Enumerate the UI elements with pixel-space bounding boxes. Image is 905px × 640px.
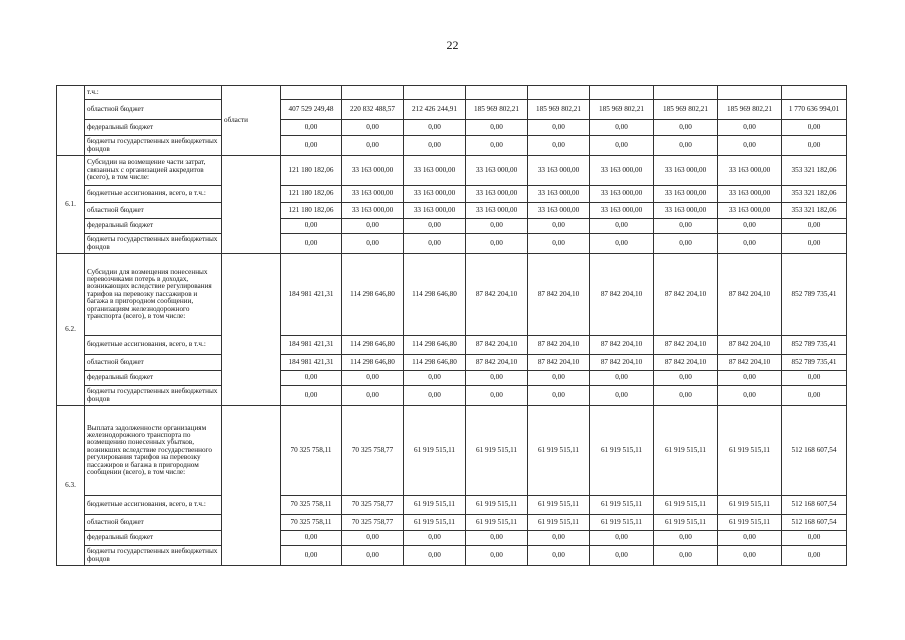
- value-cell: 0,00: [342, 531, 404, 546]
- value-cell: 0,00: [281, 531, 342, 546]
- value-cell: 353 321 182,06: [782, 156, 847, 186]
- value-cell: 0,00: [404, 386, 466, 406]
- table-row: [57, 336, 847, 355]
- value-cell: 0,00: [718, 386, 782, 406]
- value-cell: 212 426 244,91: [404, 100, 466, 120]
- value-cell: 33 163 000,00: [466, 186, 528, 203]
- value-cell: 121 180 182,06: [281, 186, 342, 203]
- value-cell: 0,00: [528, 120, 590, 136]
- value-cell: 87 842 204,10: [590, 254, 654, 336]
- table-row: [57, 254, 847, 336]
- value-cell: 33 163 000,00: [342, 156, 404, 186]
- row-label: федеральный бюджет: [85, 120, 222, 136]
- row-label: областной бюджет: [85, 100, 222, 120]
- value-cell: 0,00: [281, 371, 342, 386]
- row-code: [57, 86, 85, 156]
- value-cell: 407 529 249,48: [281, 100, 342, 120]
- row-label: бюджеты государственных внебюджетных фондов: [85, 234, 222, 254]
- value-cell: 0,00: [466, 234, 528, 254]
- value-cell: 0,00: [590, 136, 654, 156]
- row-label: бюджеты государственных внебюджетных фондов: [85, 136, 222, 156]
- table-row: [57, 234, 847, 254]
- value-cell: 0,00: [718, 371, 782, 386]
- table-row: [57, 100, 847, 120]
- value-cell: 0,00: [718, 136, 782, 156]
- responsible-cell: [222, 254, 281, 406]
- responsible-cell: области: [222, 86, 281, 156]
- row-label: бюджетные ассигнования, всего, в т.ч.:: [85, 186, 222, 203]
- value-cell: 61 919 515,11: [466, 406, 528, 496]
- section-code: 6.1.: [57, 156, 85, 254]
- value-cell: 61 919 515,11: [466, 515, 528, 531]
- value-cell: 0,00: [342, 234, 404, 254]
- value-cell: 61 919 515,11: [654, 406, 718, 496]
- value-cell: 0,00: [342, 386, 404, 406]
- value-cell: 512 168 607,54: [782, 496, 847, 515]
- row-label: Выплата задолженности организациям железнодорожного транспорта по возмещению понесенных убытков, возникших вследствие государственного регулирования тарифов на перевозку пассажиров и багажа в пригородном сообщении (всего), в том числе:: [85, 406, 222, 496]
- value-cell: 33 163 000,00: [654, 156, 718, 186]
- value-cell: 61 919 515,11: [718, 496, 782, 515]
- table-row: [57, 86, 847, 100]
- value-cell: 0,00: [528, 531, 590, 546]
- value-cell: 0,00: [590, 219, 654, 234]
- value-cell: 0,00: [466, 371, 528, 386]
- value-cell: 87 842 204,10: [718, 254, 782, 336]
- value-cell: 87 842 204,10: [590, 355, 654, 371]
- value-cell: 87 842 204,10: [590, 336, 654, 355]
- responsible-cell: [222, 156, 281, 254]
- budget-table: [56, 85, 847, 566]
- value-cell: 33 163 000,00: [404, 186, 466, 203]
- value-cell: 184 981 421,31: [281, 355, 342, 371]
- value-cell: [782, 86, 847, 100]
- value-cell: 33 163 000,00: [528, 186, 590, 203]
- value-cell: 33 163 000,00: [528, 203, 590, 219]
- value-cell: 185 969 802,21: [718, 100, 782, 120]
- value-cell: 0,00: [782, 219, 847, 234]
- row-label: бюджеты государственных внебюджетных фондов: [85, 546, 222, 566]
- row-label: областной бюджет: [85, 515, 222, 531]
- table-row: [57, 406, 847, 496]
- value-cell: 0,00: [654, 546, 718, 566]
- table-row: [57, 371, 847, 386]
- value-cell: 852 789 735,41: [782, 336, 847, 355]
- value-cell: 70 325 758,77: [342, 406, 404, 496]
- value-cell: 0,00: [404, 120, 466, 136]
- value-cell: [528, 86, 590, 100]
- value-cell: [590, 86, 654, 100]
- value-cell: 33 163 000,00: [718, 156, 782, 186]
- value-cell: 70 325 758,11: [281, 496, 342, 515]
- value-cell: 0,00: [342, 546, 404, 566]
- value-cell: 512 168 607,54: [782, 515, 847, 531]
- value-cell: 0,00: [528, 219, 590, 234]
- value-cell: 0,00: [342, 219, 404, 234]
- value-cell: 0,00: [466, 531, 528, 546]
- value-cell: 185 969 802,21: [590, 100, 654, 120]
- value-cell: 33 163 000,00: [342, 186, 404, 203]
- value-cell: 61 919 515,11: [590, 496, 654, 515]
- value-cell: 0,00: [404, 546, 466, 566]
- value-cell: 61 919 515,11: [528, 496, 590, 515]
- value-cell: 0,00: [404, 219, 466, 234]
- value-cell: 61 919 515,11: [590, 515, 654, 531]
- value-cell: 512 168 607,54: [782, 406, 847, 496]
- value-cell: 0,00: [528, 136, 590, 156]
- value-cell: 0,00: [782, 371, 847, 386]
- value-cell: 0,00: [782, 120, 847, 136]
- value-cell: 121 180 182,06: [281, 156, 342, 186]
- value-cell: 0,00: [718, 219, 782, 234]
- value-cell: 0,00: [404, 234, 466, 254]
- row-label: Субсидии на возмещение части затрат, связанных с организацией аккредитов (всего), в том числе:: [85, 156, 222, 186]
- table-row: [57, 120, 847, 136]
- value-cell: 852 789 735,41: [782, 254, 847, 336]
- value-cell: 33 163 000,00: [590, 186, 654, 203]
- value-cell: 0,00: [654, 386, 718, 406]
- value-cell: 0,00: [342, 136, 404, 156]
- value-cell: 114 298 646,80: [342, 355, 404, 371]
- value-cell: 87 842 204,10: [528, 254, 590, 336]
- value-cell: 114 298 646,80: [404, 355, 466, 371]
- section-code: 6.2.: [57, 254, 85, 406]
- value-cell: 0,00: [281, 386, 342, 406]
- value-cell: [342, 86, 404, 100]
- value-cell: 87 842 204,10: [466, 355, 528, 371]
- value-cell: 0,00: [782, 546, 847, 566]
- value-cell: 184 981 421,31: [281, 254, 342, 336]
- value-cell: 0,00: [404, 371, 466, 386]
- value-cell: 0,00: [466, 120, 528, 136]
- page-number: 22: [446, 38, 459, 52]
- value-cell: 121 180 182,06: [281, 203, 342, 219]
- row-label: федеральный бюджет: [85, 531, 222, 546]
- table-row: [57, 186, 847, 203]
- table-row: [57, 136, 847, 156]
- value-cell: 61 919 515,11: [466, 496, 528, 515]
- table-row: [57, 156, 847, 186]
- value-cell: 0,00: [404, 136, 466, 156]
- value-cell: 0,00: [466, 386, 528, 406]
- value-cell: 0,00: [528, 546, 590, 566]
- value-cell: 0,00: [654, 120, 718, 136]
- value-cell: 0,00: [466, 546, 528, 566]
- value-cell: 0,00: [590, 531, 654, 546]
- table-row: [57, 531, 847, 546]
- value-cell: 0,00: [718, 234, 782, 254]
- value-cell: 70 325 758,77: [342, 515, 404, 531]
- value-cell: 0,00: [782, 136, 847, 156]
- row-label: бюджетные ассигнования, всего, в т.ч.:: [85, 336, 222, 355]
- row-label: бюджеты государственных внебюджетных фондов: [85, 386, 222, 406]
- responsible-cell: [222, 406, 281, 566]
- table-row: [57, 546, 847, 566]
- value-cell: 87 842 204,10: [718, 336, 782, 355]
- value-cell: 185 969 802,21: [466, 100, 528, 120]
- value-cell: 114 298 646,80: [342, 336, 404, 355]
- row-label: областной бюджет: [85, 203, 222, 219]
- value-cell: 87 842 204,10: [718, 355, 782, 371]
- value-cell: 61 919 515,11: [528, 515, 590, 531]
- value-cell: 33 163 000,00: [654, 203, 718, 219]
- value-cell: 61 919 515,11: [654, 496, 718, 515]
- value-cell: 0,00: [718, 546, 782, 566]
- value-cell: 0,00: [281, 546, 342, 566]
- value-cell: 70 325 758,11: [281, 515, 342, 531]
- value-cell: 114 298 646,80: [342, 254, 404, 336]
- value-cell: 0,00: [654, 136, 718, 156]
- value-cell: 0,00: [281, 234, 342, 254]
- value-cell: 0,00: [281, 219, 342, 234]
- value-cell: 0,00: [654, 234, 718, 254]
- value-cell: 61 919 515,11: [718, 406, 782, 496]
- value-cell: 0,00: [782, 386, 847, 406]
- value-cell: [281, 86, 342, 100]
- value-cell: 33 163 000,00: [342, 203, 404, 219]
- value-cell: 114 298 646,80: [404, 336, 466, 355]
- value-cell: 33 163 000,00: [404, 203, 466, 219]
- value-cell: 61 919 515,11: [404, 496, 466, 515]
- value-cell: [404, 86, 466, 100]
- value-cell: 0,00: [590, 120, 654, 136]
- value-cell: 33 163 000,00: [590, 203, 654, 219]
- table-row: [57, 355, 847, 371]
- value-cell: 0,00: [590, 546, 654, 566]
- value-cell: 0,00: [404, 531, 466, 546]
- value-cell: 33 163 000,00: [466, 156, 528, 186]
- value-cell: [718, 86, 782, 100]
- value-cell: 185 969 802,21: [528, 100, 590, 120]
- value-cell: 33 163 000,00: [528, 156, 590, 186]
- table-row: [57, 515, 847, 531]
- row-label: бюджетные ассигнования, всего, в т.ч.:: [85, 496, 222, 515]
- value-cell: 87 842 204,10: [466, 336, 528, 355]
- value-cell: [466, 86, 528, 100]
- value-cell: 0,00: [466, 136, 528, 156]
- value-cell: 1 770 636 994,01: [782, 100, 847, 120]
- value-cell: 0,00: [718, 120, 782, 136]
- value-cell: 184 981 421,31: [281, 336, 342, 355]
- value-cell: 87 842 204,10: [654, 336, 718, 355]
- row-label: федеральный бюджет: [85, 371, 222, 386]
- value-cell: 61 919 515,11: [654, 515, 718, 531]
- value-cell: 0,00: [528, 386, 590, 406]
- value-cell: 0,00: [654, 531, 718, 546]
- value-cell: 0,00: [281, 136, 342, 156]
- row-label: Субсидии для возмещения понесенных перевозчиками потерь в доходах, возникающих вследствие регулирования тарифов на перевозку пассажиров и багажа в пригородном сообщении, организациям железнодорожного транспорта (всего), в том числе:: [85, 254, 222, 336]
- value-cell: 0,00: [281, 120, 342, 136]
- value-cell: 61 919 515,11: [404, 406, 466, 496]
- value-cell: 33 163 000,00: [590, 156, 654, 186]
- table-row: [57, 386, 847, 406]
- value-cell: 87 842 204,10: [466, 254, 528, 336]
- value-cell: 87 842 204,10: [654, 355, 718, 371]
- value-cell: 0,00: [590, 371, 654, 386]
- value-cell: 0,00: [342, 120, 404, 136]
- value-cell: 70 325 758,11: [281, 406, 342, 496]
- table-row: [57, 219, 847, 234]
- value-cell: 61 919 515,11: [404, 515, 466, 531]
- value-cell: 220 832 488,57: [342, 100, 404, 120]
- value-cell: 33 163 000,00: [654, 186, 718, 203]
- value-cell: 353 321 182,06: [782, 203, 847, 219]
- row-label: т.ч.:: [85, 86, 222, 100]
- value-cell: 0,00: [782, 531, 847, 546]
- value-cell: 0,00: [528, 371, 590, 386]
- value-cell: 61 919 515,11: [590, 406, 654, 496]
- value-cell: 0,00: [718, 531, 782, 546]
- table-row: [57, 203, 847, 219]
- value-cell: 0,00: [528, 234, 590, 254]
- value-cell: 61 919 515,11: [718, 515, 782, 531]
- value-cell: 0,00: [590, 386, 654, 406]
- value-cell: 33 163 000,00: [404, 156, 466, 186]
- value-cell: [654, 86, 718, 100]
- value-cell: 0,00: [590, 234, 654, 254]
- table-body: [57, 86, 847, 566]
- value-cell: 33 163 000,00: [718, 186, 782, 203]
- value-cell: 185 969 802,21: [654, 100, 718, 120]
- value-cell: 87 842 204,10: [528, 336, 590, 355]
- section-code: 6.3.: [57, 406, 85, 566]
- value-cell: 0,00: [654, 219, 718, 234]
- value-cell: 0,00: [654, 371, 718, 386]
- value-cell: 33 163 000,00: [466, 203, 528, 219]
- value-cell: 0,00: [782, 234, 847, 254]
- value-cell: 61 919 515,11: [528, 406, 590, 496]
- table-row: [57, 496, 847, 515]
- value-cell: 33 163 000,00: [718, 203, 782, 219]
- value-cell: 87 842 204,10: [528, 355, 590, 371]
- value-cell: 87 842 204,10: [654, 254, 718, 336]
- value-cell: 0,00: [466, 219, 528, 234]
- value-cell: 0,00: [342, 371, 404, 386]
- row-label: областной бюджет: [85, 355, 222, 371]
- value-cell: 70 325 758,77: [342, 496, 404, 515]
- value-cell: 114 298 646,80: [404, 254, 466, 336]
- row-label: федеральный бюджет: [85, 219, 222, 234]
- value-cell: 852 789 735,41: [782, 355, 847, 371]
- value-cell: 353 321 182,06: [782, 186, 847, 203]
